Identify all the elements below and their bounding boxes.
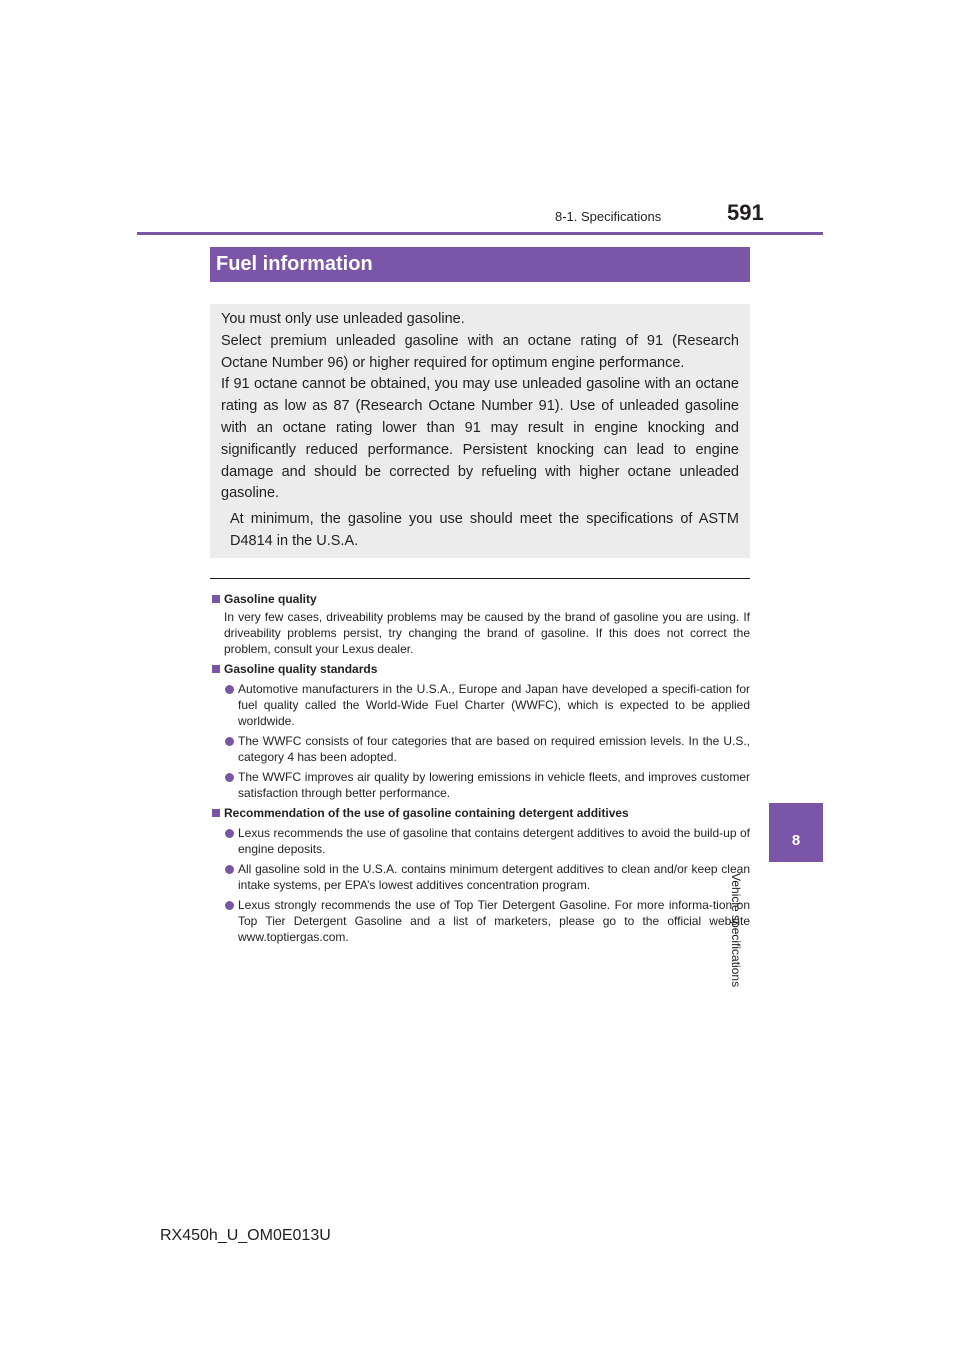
chapter-label: Vehicle specifications bbox=[728, 873, 743, 988]
list-item-text: Lexus strongly recommends the use of Top Tier Detergent Gasoline. For more informa-tion on Top Tier Detergent Gasoline and a list of marketers, please go to the official website www.toptiergas.com. bbox=[238, 898, 750, 944]
list-item bbox=[210, 681, 750, 729]
page-number: 591 bbox=[727, 200, 764, 225]
header-rule bbox=[137, 232, 823, 235]
list-item-text: Automotive manufacturers in the U.S.A., Europe and Japan have developed a specifi-cation for fuel quality called the World-Wide Fuel Charter (WWFC), which is expected to be applied worldwide. bbox=[238, 682, 750, 728]
list-item bbox=[210, 861, 750, 893]
notes-section bbox=[210, 588, 750, 945]
circle-bullet-icon bbox=[225, 829, 234, 838]
square-bullet-icon bbox=[212, 665, 220, 673]
section-heading bbox=[210, 805, 750, 821]
info-paragraph-2: Select premium unleaded gasoline with an octane rating of 91 (Research Octane Number 96) or higher required for optimum engine performance. bbox=[221, 332, 739, 371]
separator-rule bbox=[210, 578, 750, 579]
square-bullet-icon bbox=[212, 595, 220, 603]
circle-bullet-icon bbox=[225, 737, 234, 746]
running-header-section: 8-1. Specifications bbox=[555, 209, 662, 224]
list-item bbox=[210, 769, 750, 801]
gasoline-quality-text: In very few cases, driveability problems may be caused by the brand of gasoline you are using. If driveability problems persist, try changing the brand of gasoline. If this does not correct the problem, consult your Lexus dealer. bbox=[224, 610, 750, 656]
info-note: At minimum, the gasoline you use should meet the specifications of ASTM D4814 in the U.S.A. bbox=[230, 511, 739, 549]
chapter-tab bbox=[769, 803, 823, 862]
list-item bbox=[210, 825, 750, 857]
fuel-info-box bbox=[210, 304, 750, 558]
section-heading bbox=[210, 661, 750, 677]
section-heading bbox=[210, 591, 750, 607]
list-item bbox=[210, 897, 750, 945]
list-item bbox=[210, 733, 750, 765]
list-item-text: Lexus recommends the use of gasoline that contains detergent additives to avoid the build-up of engine deposits. bbox=[238, 826, 750, 856]
list-item-text: The WWFC improves air quality by lowering emissions in vehicle fleets, and improves customer satisfaction through better performance. bbox=[238, 770, 750, 800]
heading-text: Gasoline quality bbox=[224, 592, 317, 606]
list-item-text: The WWFC consists of four categories that are based on required emission levels. In the U.S., category 4 has been adopted. bbox=[238, 734, 750, 764]
info-paragraph-1: You must only use unleaded gasoline. bbox=[221, 311, 465, 327]
heading-text: Gasoline quality standards bbox=[224, 662, 378, 676]
circle-bullet-icon bbox=[225, 685, 234, 694]
chapter-label-vertical bbox=[728, 873, 803, 1013]
chapter-number: 8 bbox=[791, 832, 801, 849]
heading-text: Recommendation of the use of gasoline containing detergent additives bbox=[224, 806, 629, 820]
circle-bullet-icon bbox=[225, 901, 234, 910]
section-title-bar: Fuel information bbox=[210, 247, 750, 282]
list-item-text: All gasoline sold in the U.S.A. contains minimum detergent additives to clean and/or keep clean intake systems, per EPA’s lowest additives concentration program. bbox=[238, 862, 750, 892]
document-code-footer: RX450h_U_OM0E013U bbox=[160, 1227, 331, 1244]
square-bullet-icon bbox=[212, 809, 220, 817]
circle-bullet-icon bbox=[225, 865, 234, 874]
info-paragraph-3: If 91 octane cannot be obtained, you may use unleaded gasoline with an octane rating as low as 87 (Research Octane Number 91). Use of unleaded gasoline with an octane rating lower than 91 may result in engine knocking and significantly reduced performance. Persistent knocking can lead to engine damage and should be corrected by refueling with higher octane unleaded gasoline. bbox=[221, 376, 739, 502]
circle-bullet-icon bbox=[225, 773, 234, 782]
